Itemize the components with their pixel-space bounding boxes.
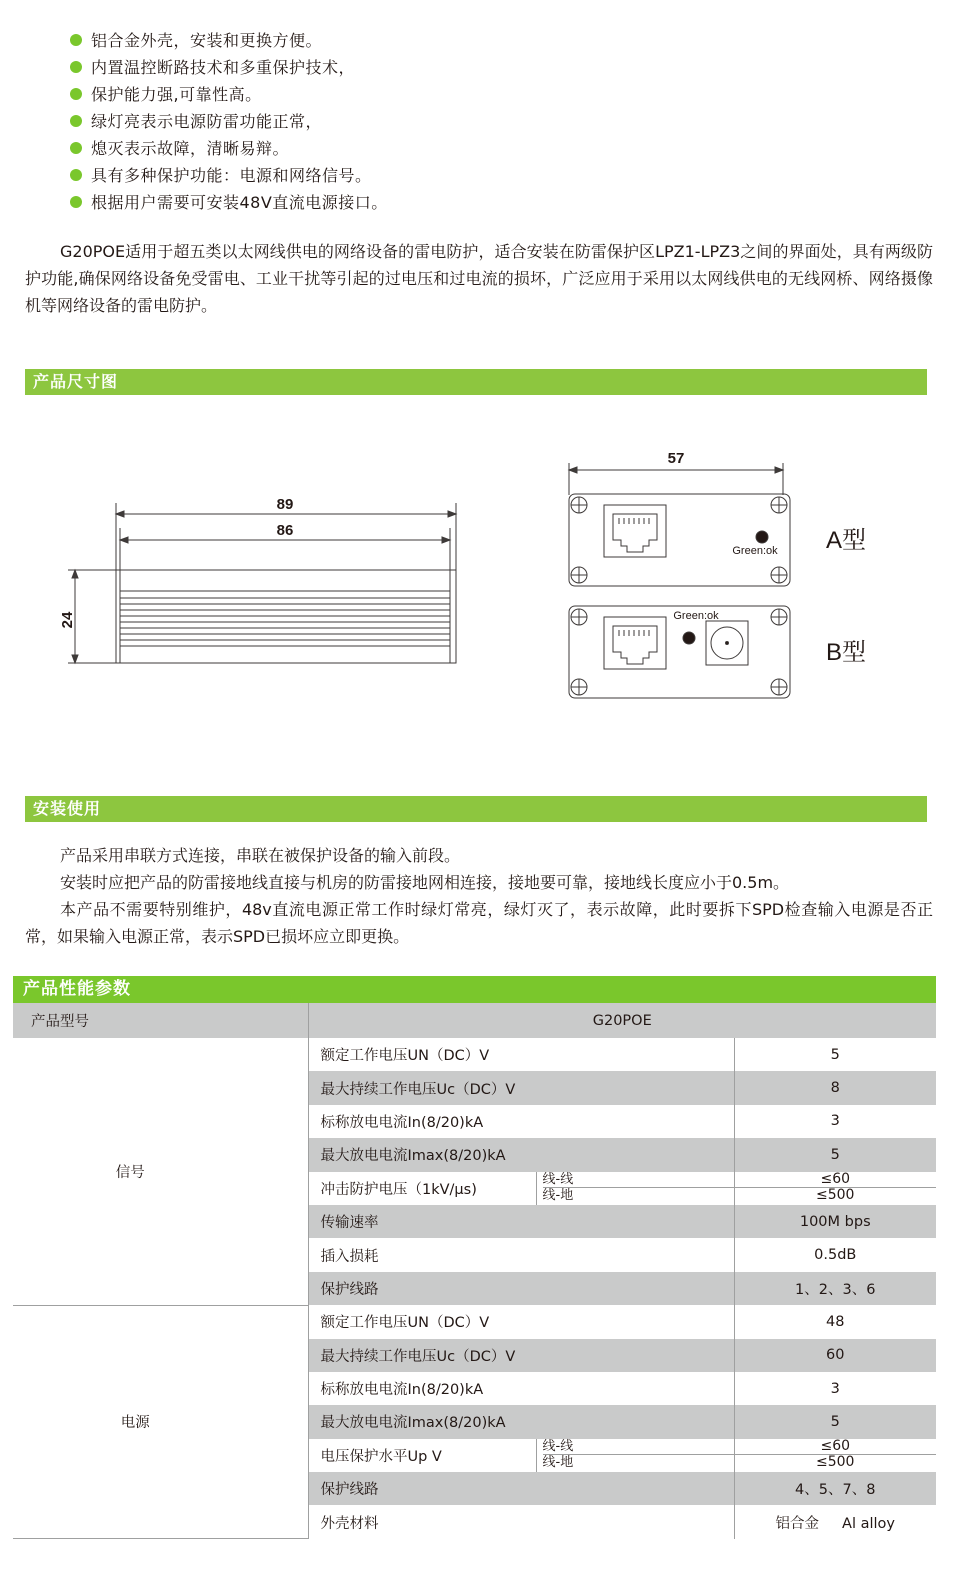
dimension-diagram	[0, 430, 960, 720]
table-row: 传输速率 100M bps	[13, 1205, 936, 1238]
header-label: 产品型号	[13, 1003, 308, 1038]
sub-labels: 线-线 线-地	[536, 1439, 734, 1472]
led-label-b: Green:ok	[673, 610, 719, 622]
table-row: 插入损耗 0.5dB	[13, 1238, 936, 1271]
header-value: G20POE	[308, 1003, 936, 1038]
install-text	[25, 842, 933, 950]
section-bar-dimensions: 产品尺寸图	[25, 369, 927, 395]
table-row: 冲击防护电压（1kV/μs) 线-线 线-地 ≤60 ≤500	[13, 1172, 936, 1205]
table-row: 保护线路 1、2、3、6	[13, 1272, 936, 1305]
group-signal: 信号	[13, 1038, 308, 1305]
dim-side-height: 24	[59, 611, 76, 629]
section-bar-spec: 产品性能参数	[13, 976, 936, 1003]
type-a-label: A型	[826, 527, 867, 554]
install-paragraph: 产品采用串联方式连接，串联在被保护设备的输入前段。	[60, 846, 461, 865]
type-b-label: B型	[826, 639, 867, 666]
table-row: 标称放电电流In(8/20)kA 3	[13, 1105, 936, 1138]
feature-item: 内置温控断路技术和多重保护技术，	[70, 53, 388, 80]
bullet-dot-icon	[70, 196, 82, 208]
table-row: 电压保护水平Up V 线-线 线-地 ≤60 ≤500	[13, 1439, 936, 1472]
table-row: 信号 额定工作电压UN（DC）V 5	[13, 1038, 936, 1071]
feature-item: 熄灭表示故障，清晰易辩。	[70, 134, 388, 161]
table-row: 最大放电电流Imax(8/20)kA 5	[13, 1405, 936, 1438]
bullet-dot-icon	[70, 34, 82, 46]
sub-values: ≤60 ≤500	[734, 1172, 936, 1205]
sub-values: ≤60 ≤500	[734, 1439, 936, 1472]
spec-table	[13, 1003, 936, 1539]
install-paragraph: 本产品不需要特别维护，48v直流电源正常工作时绿灯常亮，绿灯灭了，表示故障，此时要拆下SPD检查输入电源是否正常，如果输入电源正常，表示SPD已损坏应立即更换。	[25, 900, 933, 946]
feature-item: 绿灯亮表示电源防雷功能正常，	[70, 107, 388, 134]
feature-item: 保护能力强,可靠性高。	[70, 80, 388, 107]
group-power: 电源	[13, 1305, 308, 1539]
sub-labels: 线-线 线-地	[536, 1172, 734, 1205]
bullet-dot-icon	[70, 169, 82, 181]
dim-front-width: 57	[667, 450, 685, 467]
section-bar-install: 安装使用	[25, 796, 927, 822]
table-row: 标称放电电流In(8/20)kA 3	[13, 1372, 936, 1405]
feature-list	[70, 26, 388, 215]
bullet-dot-icon	[70, 142, 82, 154]
led-label-a: Green:ok	[732, 545, 778, 557]
table-row: 最大放电电流Imax(8/20)kA 5	[13, 1138, 936, 1171]
dim-side-outer: 89	[276, 496, 294, 513]
bullet-dot-icon	[70, 115, 82, 127]
table-row: 最大持续工作电压Uc（DC）V 8	[13, 1071, 936, 1104]
feature-item: 根据用户需要可安装48V直流电源接口。	[70, 188, 388, 215]
table-row: 保护线路 4、5、7、8	[13, 1472, 936, 1505]
table-row: 最大持续工作电压Uc（DC）V 60	[13, 1339, 936, 1372]
feature-item: 铝合金外壳，安装和更换方便。	[70, 26, 388, 53]
table-row: 外壳材料 铝合金 Al alloy	[13, 1505, 936, 1538]
intro-paragraph: G20POE适用于超五类以太网线供电的网络设备的雷电防护，适合安装在防雷保护区LPZ1-LPZ3之间的界面处，具有两级防护功能,确保网络设备免受雷电、工业干扰等引起的过电压和过电流的损坏，广泛应用于采用以太网线供电的无线网桥、网络摄像机等网络设备的雷电防护。	[25, 242, 933, 315]
bullet-dot-icon	[70, 88, 82, 100]
table-row: 电源 额定工作电压UN（DC）V 48	[13, 1305, 936, 1338]
dim-side-inner: 86	[276, 522, 294, 539]
install-paragraph: 安装时应把产品的防雷接地线直接与机房的防雷接地网相连接，接地要可靠，接地线长度应小于0.5m。	[60, 873, 790, 892]
table-header-row	[13, 1003, 936, 1038]
bullet-dot-icon	[70, 61, 82, 73]
feature-item: 具有多种保护功能：电源和网络信号。	[70, 161, 388, 188]
